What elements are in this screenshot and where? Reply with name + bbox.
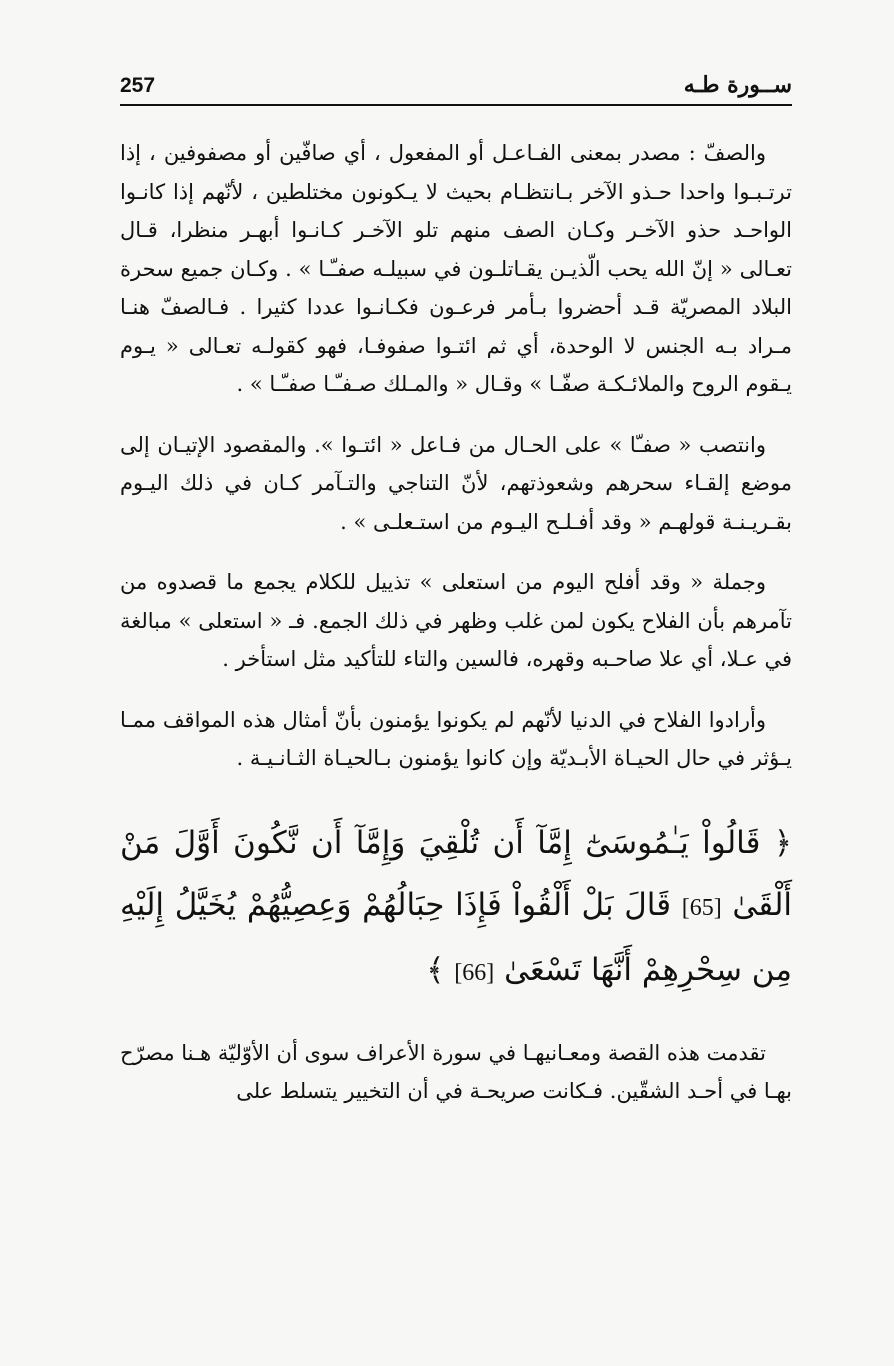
- paragraph-3: وجملة « وقد أفلح اليوم من استعلى » تذييل للكلام يجمع ما قصدوه من تآمرهم بأن الفلاح يكون لمن غلب وظهر في ذلك الجمع. فـ « استعلى » مبالغة في عـلا، أي علا صاحـبه وقهره، فالسين والتاء للتأكيد مثل استأخر .: [120, 570, 792, 671]
- closing-paragraph: تقدمت هذه القصة ومعـانيهـا في سورة الأعراف سوى أن الأوّليّة هـنا مصرّح بهـا في أحـد الشقّين. فـكانت صريحـة في أن التخيير يتسلط على: [119, 1040, 792, 1103]
- page-number: 257: [120, 74, 156, 97]
- page-header: [120, 70, 792, 106]
- paragraph-1: والصفّ : مصدر بمعنى الفـاعـل أو المفعول ، أي صافّين أو مصفوفين ، إذا ترتـبـوا واحدا حـذو الآخر بـانتظـام بحيث لا يـكونون مختلطين ، لأنّهم إذا كانـوا الواحـد حذو الآخـر وكـان الصف منهم تلو الآخـر كـانـوا أبهـر منظرا، قـال تعـالى « إنّ الله يحب الّذيـن يقـاتلـون في سبيلـه صفـّـا » . وكـان جميع سحرة البلاد المصريّة قـد أحضروا بـأمر فرعـون فكـانـوا عددا كثيرا . فـالصفّ هنـا مـراد بـه الجنس لا الوحدة، أي ثم ائتـوا صفوفـا، فهو كقولـه تعـالى « يـوم يـقوم الروح والملائـكـة صفّـا » وقـال « والمـلك صـفـّـا صفـّـا » .: [120, 141, 792, 396]
- verse-close-bracket: ﴾: [426, 951, 445, 988]
- verse-66-number: [66]: [454, 959, 495, 986]
- page-body: [120, 134, 792, 1111]
- paragraph-2: وانتصب « صفـّا » على الحـال من فـاعل « ائتـوا ». والمقصود الإتيـان إلى موضع إلقـاء سحرهم وشعوذتهم، لأنّ التناجي والتـآمر كـان في ذلك اليـوم بقـريـنـة قولهـم « وقد أفـلـح اليـوم من استـعلـى » .: [120, 432, 792, 534]
- verse-open-bracket: ﴿: [773, 824, 792, 861]
- verse-65-text: قَالُواْ يَـٰمُوسَىٰٓ إِمَّآ أَن تُلْقِيَ وَإِمَّآ أَن نَّكُونَ أَوَّلَ مَنْ أَلْقَىٰ: [120, 824, 792, 923]
- running-title: ســورة طـه: [683, 72, 792, 98]
- paragraph-4: وأرادوا الفلاح في الدنيا لأنّهم لم يكونوا يؤمنون بأنّ أمثال هذه المواقف ممـا يـؤثر في حال الحيـاة الأبـديّة وإن كانوا يؤمنون بـالحيـاة الثـانـيـة .: [120, 707, 792, 770]
- verse-66-text: قَالَ بَلْ أَلْقُواْ فَإِذَا حِبَالُهُمْ وَعِصِيُّهُمْ يُخَيَّلُ إِلَيْهِ مِن سِحْرِهِمْ أَنَّهَا تَسْعَىٰ: [120, 886, 792, 988]
- verse-65-number: [65]: [681, 894, 722, 921]
- quran-verse: [120, 812, 792, 1004]
